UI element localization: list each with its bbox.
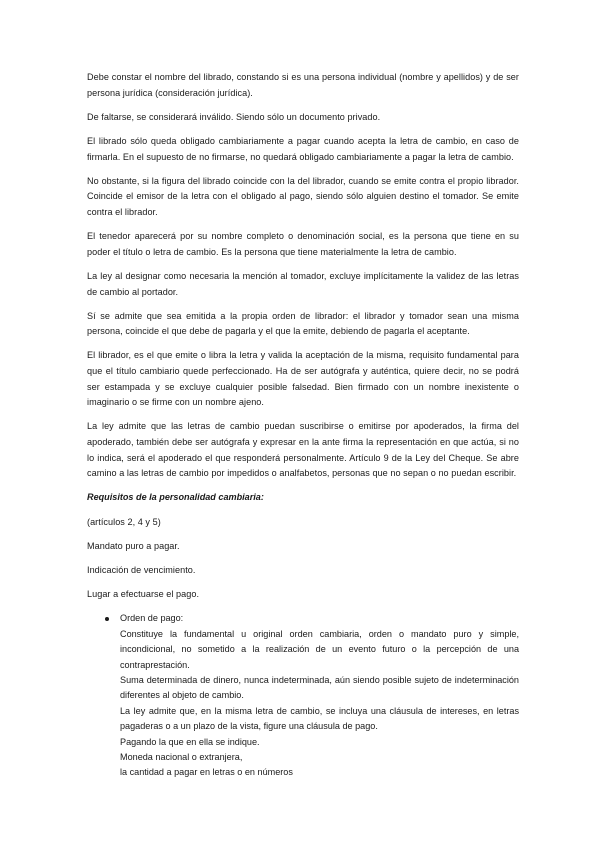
lugar-pago-line: Lugar a efectuarse el pago. bbox=[87, 589, 200, 600]
articles-line: (artículos 2, 4 y 5) bbox=[87, 516, 161, 527]
bullet-line: Moneda nacional o extranjera, bbox=[120, 752, 243, 762]
paragraph-no-obstante: No obstante, si la figura del librado coincide con la del librador, cuando se emite contra el propio librador. Coincide el emisor de la letra con el obligado al pago, siendo sólo alguien destino el tomador. Se emite contra el librador. bbox=[87, 175, 519, 217]
bullet-line: la cantidad a pagar en letras o en números bbox=[120, 767, 293, 778]
section-heading: Requisitos de la personalidad cambiaria: bbox=[87, 492, 264, 503]
paragraph-ley-tomador: La ley al designar como necesaria la mención al tomador, excluye implícitamente la validez de las letras de cambio al portador. bbox=[87, 270, 519, 297]
paragraph-apoderados: La ley admite que las letras de cambio puedan suscribirse o emitirse por apoderados, la firma del apoderado, también debe ser autógrafa y expresar en la ante firma la representación en que actúa, si no lo indica, será el apoderado el que responderá personalmente. Artículo 9 de la Ley del Cheque. Se abre camino a las letras de cambio por impedidos o analfabetos, personas que no sepan o no puedan escribir. bbox=[87, 421, 519, 479]
vencimiento-line: Indicación de vencimiento. bbox=[87, 564, 196, 575]
bullet-line: Suma determinada de dinero, nunca indeterminada, aún siendo posible sujeto de indeterminación diferentes al objeto de cambio. bbox=[120, 674, 519, 701]
bullet-line: Pagando la que en ella se indique. bbox=[120, 736, 260, 747]
paragraph-librador: El librador, es el que emite o libra la letra y valida la aceptación de la misma, requisito fundamental para que el título cambiario quede perfeccionado. Ha de ser autógrafa y auténtica, quiere decir, no se podrá ser estampada y se excluye cualquier posible falsedad. Bien firmado con un nombre inexistente o imaginario o se firme con un nombre ajeno. bbox=[87, 350, 519, 408]
paragraph-librado-nombre: Debe constar el nombre del librado, constando si es una persona individual (nombre y apellidos) y de ser persona jurídica (consideración jurídica). bbox=[87, 72, 519, 98]
paragraph-librado-obligado: El librado sólo queda obligado cambiariamente a pagar cuando acepta la letra de cambio, en caso de firmarla. En el supuesto de no firmarse, no quedará obligado cambiariamente a pagar la letra de cambio. bbox=[87, 135, 519, 162]
bullet-line: Constituye la fundamental u original orden cambiaria, orden o mandato puro y simple, incondicional, no sometido a la realización de un evento futuro o la percepción de una contraprestación. bbox=[120, 628, 519, 670]
bullet-line: La ley admite que, en la misma letra de cambio, se incluya una cláusula de intereses, en letras pagaderas o a un plazo de la vista, figure una cláusula de pago. bbox=[120, 705, 519, 732]
paragraph-propia-orden: Sí se admite que sea emitida a la propia orden de librador: el librador y tomador sean una misma persona, coincide el que debe de pagarla y el que la emite, debiendo de pagarla el aceptante. bbox=[87, 310, 519, 337]
bullet-icon bbox=[105, 617, 109, 621]
mandato-line: Mandato puro a pagar. bbox=[87, 540, 180, 551]
bullet-list-item bbox=[87, 611, 519, 780]
paragraph-faltarse: De faltarse, se considerará inválido. Siendo sólo un documento privado. bbox=[87, 111, 381, 122]
bullet-title: Orden de pago: bbox=[120, 613, 184, 624]
paragraph-tenedor: El tenedor aparecerá por su nombre completo o denominación social, es la persona que tiene en su poder el título o letra de cambio. Es la persona que tiene materialmente la letra de cambio. bbox=[87, 231, 519, 257]
